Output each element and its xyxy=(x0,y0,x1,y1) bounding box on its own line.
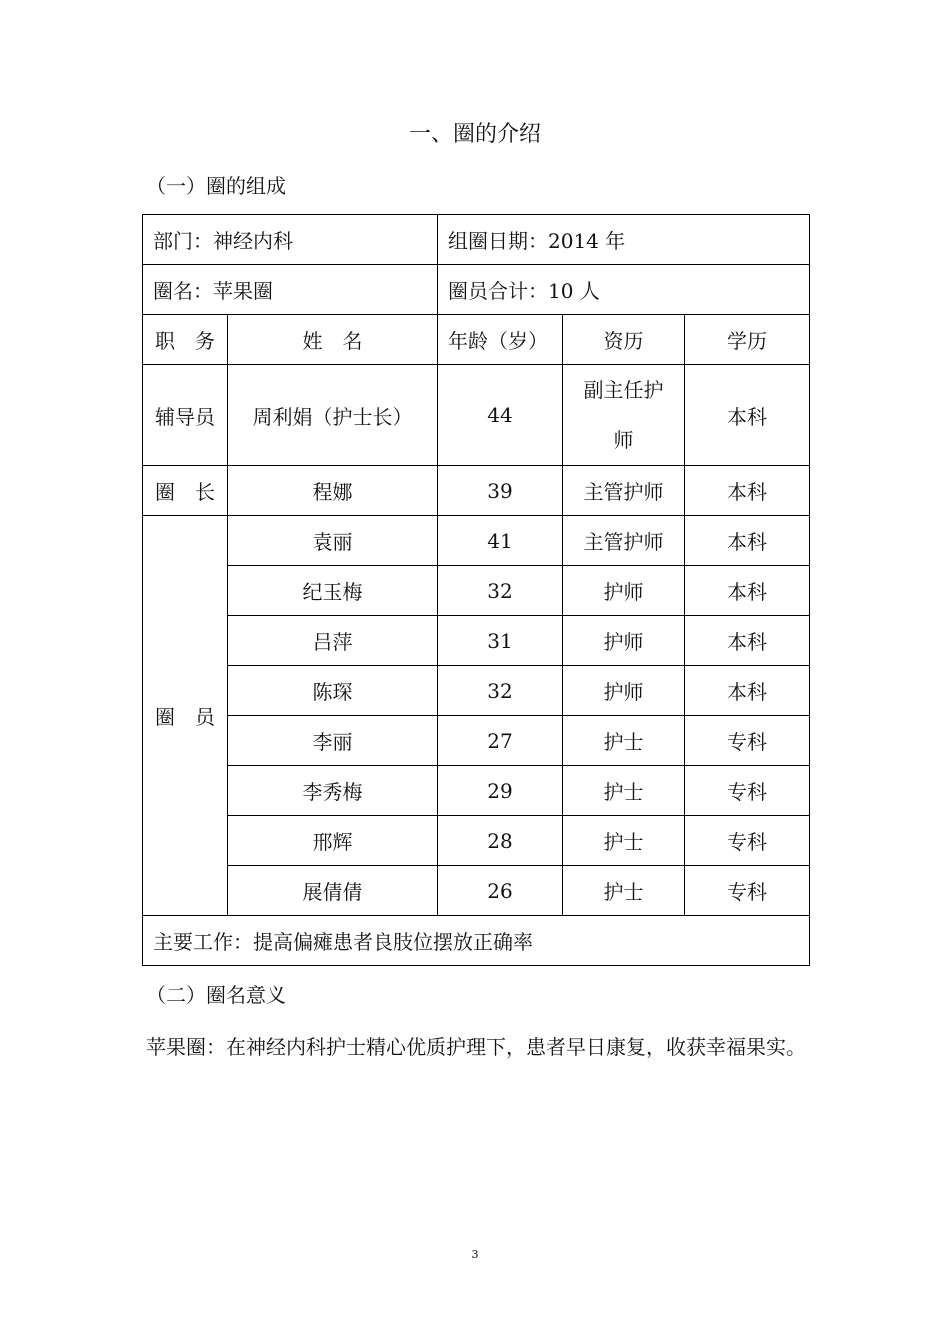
title-cell: 护士 xyxy=(563,816,685,866)
table-row xyxy=(143,816,810,866)
section-heading-composition: （一）圈的组成 xyxy=(146,174,286,198)
education-cell: 专科 xyxy=(685,766,810,816)
title-text: 副主任护师 xyxy=(583,378,664,452)
title-cell xyxy=(563,365,685,466)
table-row xyxy=(143,616,810,666)
education-cell: 本科 xyxy=(685,666,810,716)
formation-date-cell: 组圈日期：2014 年 xyxy=(438,215,810,265)
age-cell: 44 xyxy=(438,365,563,466)
circle-composition-table xyxy=(142,214,810,966)
title-cell: 护士 xyxy=(563,866,685,916)
title-cell: 护士 xyxy=(563,766,685,816)
age-cell: 27 xyxy=(438,716,563,766)
page-title: 一、圈的介绍 xyxy=(408,122,541,147)
circle-name-cell: 圈名：苹果圈 xyxy=(143,265,438,315)
main-work-cell: 主要工作：提高偏瘫患者良肢位摆放正确率 xyxy=(143,916,810,966)
circle-name-meaning-paragraph: 苹果圈：在神经内科护士精心优质护理下，患者早日康复，收获幸福果实。 xyxy=(146,1035,806,1059)
header-role: 职 务 xyxy=(143,315,228,365)
name-cell: 程娜 xyxy=(228,466,438,516)
table-row xyxy=(143,716,810,766)
age-cell: 26 xyxy=(438,866,563,916)
title-cell: 护师 xyxy=(563,666,685,716)
table-row-department xyxy=(143,215,810,265)
section-heading-meaning: （二）圈名意义 xyxy=(146,983,286,1007)
age-cell: 41 xyxy=(438,516,563,566)
education-cell: 本科 xyxy=(685,566,810,616)
name-cell: 李丽 xyxy=(228,716,438,766)
education-cell: 本科 xyxy=(685,616,810,666)
table-row xyxy=(143,866,810,916)
table-row xyxy=(143,516,810,566)
title-cell: 主管护师 xyxy=(563,516,685,566)
name-cell: 纪玉梅 xyxy=(228,566,438,616)
title-cell: 护师 xyxy=(563,566,685,616)
name-cell: 李秀梅 xyxy=(228,766,438,816)
header-name: 姓 名 xyxy=(228,315,438,365)
name-cell: 陈琛 xyxy=(228,666,438,716)
title-cell: 护士 xyxy=(563,716,685,766)
table-row xyxy=(143,766,810,816)
department-cell: 部门：神经内科 xyxy=(143,215,438,265)
education-cell: 本科 xyxy=(685,466,810,516)
education-cell: 本科 xyxy=(685,365,810,466)
role-cell: 圈 长 xyxy=(143,466,228,516)
table-row xyxy=(143,365,810,466)
education-cell: 专科 xyxy=(685,866,810,916)
table-row xyxy=(143,666,810,716)
education-cell: 专科 xyxy=(685,816,810,866)
name-cell: 邢辉 xyxy=(228,816,438,866)
name-cell: 周利娟（护士长） xyxy=(228,365,438,466)
table-row xyxy=(143,566,810,616)
role-cell-members: 圈 员 xyxy=(143,516,228,916)
education-cell: 专科 xyxy=(685,716,810,766)
header-age: 年龄（岁） xyxy=(438,315,563,365)
age-cell: 29 xyxy=(438,766,563,816)
name-cell: 展倩倩 xyxy=(228,866,438,916)
age-cell: 28 xyxy=(438,816,563,866)
header-education: 学历 xyxy=(685,315,810,365)
title-cell: 护师 xyxy=(563,616,685,666)
name-cell: 袁丽 xyxy=(228,516,438,566)
table-row-main-work xyxy=(143,916,810,966)
role-cell: 辅导员 xyxy=(143,365,228,466)
table-header-row xyxy=(143,315,810,365)
page-number: 3 xyxy=(471,1248,479,1261)
title-cell: 主管护师 xyxy=(563,466,685,516)
age-cell: 39 xyxy=(438,466,563,516)
header-title: 资历 xyxy=(563,315,685,365)
member-total-cell: 圈员合计：10 人 xyxy=(438,265,810,315)
table-row xyxy=(143,466,810,516)
age-cell: 32 xyxy=(438,566,563,616)
table-row-circle-name xyxy=(143,265,810,315)
age-cell: 31 xyxy=(438,616,563,666)
education-cell: 本科 xyxy=(685,516,810,566)
name-cell: 吕萍 xyxy=(228,616,438,666)
age-cell: 32 xyxy=(438,666,563,716)
